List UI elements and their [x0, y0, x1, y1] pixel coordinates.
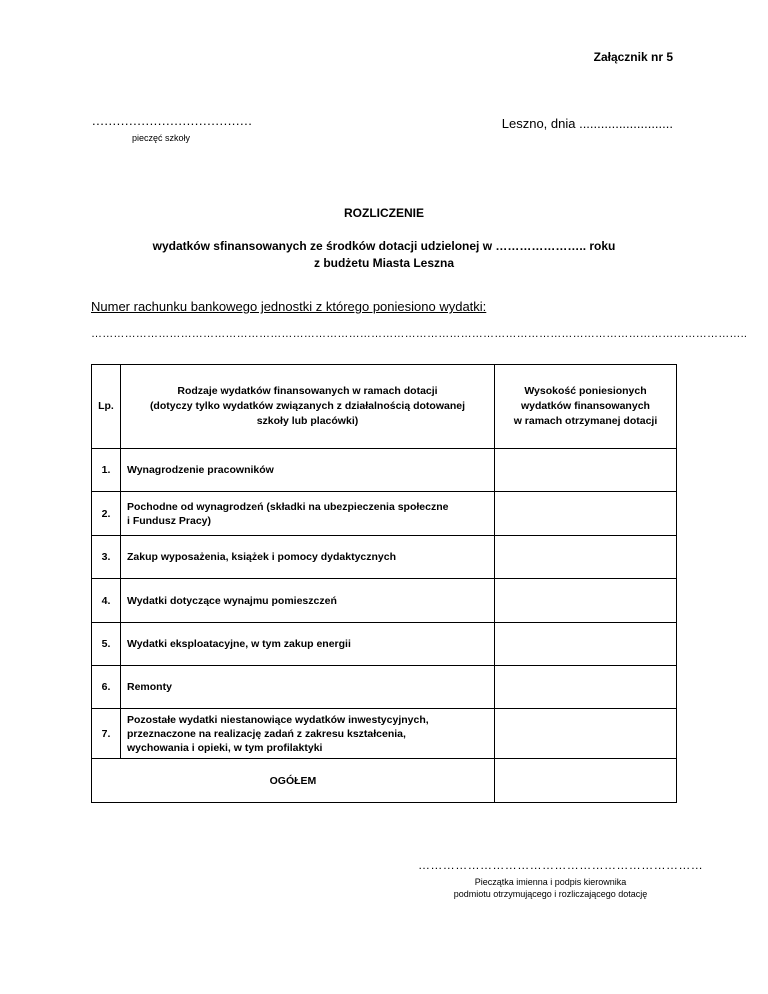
- bank-account-field: …………………………………………………………………………………………………………………………………………………………..: [91, 328, 748, 340]
- row-expense-line: Wydatki eksploatacyjne, w tym zakup energii: [126, 638, 351, 650]
- header-expense-type-line: Rodzaje wydatków finansowanych w ramach dotacji: [177, 385, 438, 397]
- row-expense-line: Wynagrodzenie pracowników: [126, 464, 274, 476]
- row-number: 1.: [92, 449, 121, 492]
- row-number: 7.: [92, 709, 121, 759]
- row-expense-type: [120, 623, 494, 666]
- row-number: 5.: [92, 623, 121, 666]
- header-amount-line: wydatków finansowanych: [521, 400, 650, 412]
- row-amount-cell[interactable]: [494, 709, 676, 759]
- header-expense-type-line: (dotyczy tylko wydatków związanych z działalnością dotowanej: [149, 400, 466, 412]
- row-number: 4.: [92, 579, 121, 623]
- row-amount-cell[interactable]: [494, 449, 676, 492]
- subtitle-line-2: z budżetu Miasta Leszna: [313, 256, 455, 270]
- row-expense-type: [120, 666, 494, 709]
- row-expense-line: i Fundusz Pracy): [126, 514, 211, 527]
- row-expense-line: Remonty: [126, 681, 172, 693]
- header-amount: [494, 365, 676, 449]
- row-number: 2.: [92, 492, 121, 536]
- row-number: 3.: [92, 536, 121, 579]
- signature-label-line-2: podmiotu otrzymującego i rozliczającego dotację: [453, 889, 648, 899]
- attachment-number: Załącznik nr 5: [593, 50, 673, 64]
- school-stamp-field: .......................................: [92, 113, 253, 128]
- row-number: 6.: [92, 666, 121, 709]
- row-expense-type: [120, 579, 494, 623]
- header-lp: Lp.: [92, 365, 121, 449]
- signature-label: [418, 876, 683, 900]
- row-amount-cell[interactable]: [494, 666, 676, 709]
- signature-label-line-1: Pieczątka imienna i podpis kierownika: [474, 877, 627, 887]
- table-header-row: [92, 365, 677, 449]
- table-row: [92, 449, 677, 492]
- row-expense-line: Pochodne od wynagrodzeń (składki na ubezpieczenia społeczne: [126, 500, 449, 513]
- row-expense-line: wychowania i opieki, w tym profilaktyki: [126, 741, 323, 754]
- subtitle-line-1: wydatków sfinansowanych ze środków dotacji udzielonej w ………………….. roku: [152, 239, 616, 253]
- document-title: ROZLICZENIE: [344, 206, 424, 220]
- row-expense-type: [120, 449, 494, 492]
- table-row: [92, 536, 677, 579]
- total-label: OGÓŁEM: [92, 759, 495, 803]
- table-row: [92, 579, 677, 623]
- row-expense-type: [120, 536, 494, 579]
- row-expense-line: Pozostałe wydatki niestanowiące wydatków inwestycyjnych,: [126, 713, 429, 726]
- row-amount-cell[interactable]: [494, 492, 676, 536]
- header-expense-type: [120, 365, 494, 449]
- bank-account-label: Numer rachunku bankowego jednostki z którego poniesiono wydatki:: [91, 299, 487, 314]
- row-amount-cell[interactable]: [494, 579, 676, 623]
- school-stamp-label: pieczęć szkoły: [132, 133, 191, 143]
- row-amount-cell[interactable]: [494, 623, 676, 666]
- total-amount-cell[interactable]: [494, 759, 676, 803]
- table-row: [92, 623, 677, 666]
- row-amount-cell[interactable]: [494, 536, 676, 579]
- header-amount-line: Wysokość poniesionych: [524, 385, 647, 397]
- table-row: [92, 709, 677, 759]
- total-row: [92, 759, 677, 803]
- expenses-table: [91, 364, 677, 803]
- row-expense-line: Zakup wyposażenia, książek i pomocy dydaktycznych: [126, 551, 397, 563]
- header-amount-line: w ramach otrzymanej dotacji: [513, 415, 658, 427]
- row-expense-type: [120, 709, 494, 759]
- document-subtitle: [0, 238, 768, 272]
- row-expense-line: przeznaczone na realizację zadań z zakresu kształcenia,: [126, 727, 406, 740]
- table-row: [92, 492, 677, 536]
- signature-field: ……………………………………………………………: [418, 858, 704, 872]
- table-row: [92, 666, 677, 709]
- row-expense-line: Wydatki dotyczące wynajmu pomieszczeń: [126, 594, 337, 607]
- header-expense-type-line: szkoły lub placówki): [256, 415, 359, 427]
- place-date-field: Leszno, dnia ..........................: [501, 116, 673, 131]
- row-expense-type: [120, 492, 494, 536]
